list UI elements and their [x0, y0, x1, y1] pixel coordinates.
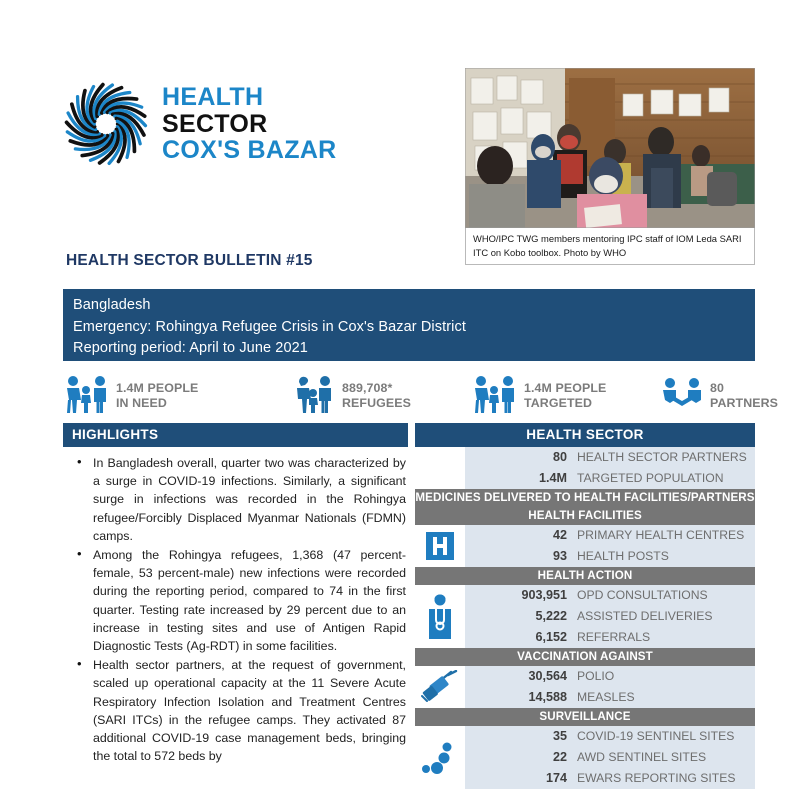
- logo-wordmark: [162, 84, 337, 164]
- health-sector-column: [415, 423, 755, 789]
- handshake-partners-icon: [661, 376, 703, 417]
- stat-value: 1.4M PEOPLE: [116, 380, 199, 395]
- list-item: • Health sector partners, at the request of government, scaled up operational capacity at the 11 Severe Acute Respiratory Infection Isolation and Treatment Centres (SARI ITCs) in the refugee camps. They activated 87 additional COVID-19 case management beds, bringing the total to 572 beds by: [81, 656, 406, 765]
- key-figures-row: [63, 371, 779, 421]
- logo-line-coxsbazar: COX'S BAZAR: [162, 136, 337, 165]
- table-row: [465, 768, 755, 789]
- table-row: [465, 726, 755, 747]
- row-value: 1.4M: [539, 471, 567, 485]
- health-sector-top-rows: [415, 447, 755, 489]
- group-heading-vaccination: VACCINATION AGAINST: [415, 648, 755, 666]
- stat-text: [342, 381, 411, 412]
- family-three-people-icon: [63, 374, 109, 419]
- table-row: [465, 666, 755, 687]
- photo-caption: WHO/IPC TWG members mentoring IPC staff of IOM Leda SARI ITC on Kobo toolbox. Photo by WHO: [465, 228, 755, 265]
- banner-reporting-period: Reporting period: April to June 2021: [73, 340, 308, 356]
- row-label: COVID-19 SENTINEL SITES: [577, 729, 735, 743]
- icon-cell-empty: [415, 447, 465, 489]
- row-value: 903,951: [521, 588, 567, 602]
- row-label: AWD SENTINEL SITES: [577, 750, 707, 764]
- row-label: HEALTH SECTOR PARTNERS: [577, 450, 747, 464]
- table-row: [465, 546, 755, 567]
- table-row: [465, 447, 755, 468]
- highlights-column: [63, 423, 408, 766]
- header-photo-block: [465, 68, 755, 265]
- logo-line-health: HEALTH: [162, 83, 264, 112]
- list-item: • Among the Rohingya refugees, 1,368 (47 percent-female, 53 percent-male) new infections were recorded during the reporting period, compared to 74 in the first quarter. Testing rate increased by 29 percent due to an increase in testing sites and use of Antigen Rapid Diagnostic Tests (Ag-RDT) in some facilities.: [81, 546, 406, 655]
- emergency-banner: [63, 289, 755, 361]
- spiral-pinwheel-icon: [64, 82, 148, 166]
- stat-label: IN NEED: [116, 396, 167, 410]
- row-value: 42: [552, 528, 567, 542]
- highlights-heading: HIGHLIGHTS: [63, 423, 408, 447]
- table-row: [465, 468, 755, 489]
- data-dots-icon: [415, 726, 465, 789]
- highlights-list: [63, 447, 408, 765]
- row-label: EWARS REPORTING SITES: [577, 771, 736, 785]
- row-value: 30,564: [528, 669, 567, 683]
- row-label: PRIMARY HEALTH CENTRES: [577, 528, 745, 542]
- row-value: 80: [552, 450, 567, 464]
- row-label: POLIO: [577, 669, 615, 683]
- table-row: [465, 687, 755, 708]
- family-three-people-icon: [471, 374, 517, 419]
- group-health-facilities: [415, 525, 755, 567]
- page-header: [0, 0, 786, 258]
- banner-country: Bangladesh: [73, 297, 151, 313]
- refugee-family-icon: [291, 374, 335, 419]
- health-sector-logo: [64, 82, 337, 166]
- table-row: [465, 525, 755, 546]
- row-value: 93: [552, 549, 567, 563]
- page-title: HEALTH SECTOR BULLETIN #15: [66, 252, 313, 269]
- group-health-action: [415, 585, 755, 648]
- row-value: 5,222: [535, 609, 567, 623]
- hospital-h-icon: [415, 525, 465, 567]
- row-value: 22: [552, 750, 567, 764]
- stat-text: [710, 381, 778, 412]
- row-value: 6,152: [535, 630, 567, 644]
- row-value: 14,588: [528, 690, 567, 704]
- table-row: [465, 627, 755, 648]
- stat-text: [116, 381, 198, 412]
- table-row: [465, 585, 755, 606]
- stat-label: TARGETED: [524, 396, 593, 410]
- syringe-icon: [415, 666, 465, 708]
- table-row: [465, 606, 755, 627]
- row-label: REFERRALS: [577, 630, 651, 644]
- row-label: OPD CONSULTATIONS: [577, 588, 708, 602]
- stat-partners: [661, 371, 779, 421]
- stat-value: 80: [710, 380, 724, 395]
- stat-refugees: [291, 371, 471, 421]
- stat-value: 1.4M PEOPLE: [524, 380, 607, 395]
- row-label: ASSISTED DELIVERIES: [577, 609, 713, 623]
- body-columns: [63, 423, 755, 785]
- stat-label: REFUGEES: [342, 396, 411, 410]
- row-value: 174: [545, 771, 567, 785]
- banner-emergency: Emergency: Rohingya Refugee Crisis in Cox's Bazar District: [73, 318, 466, 335]
- row-label: TARGETED POPULATION: [577, 471, 724, 485]
- stat-people-in-need: [63, 371, 291, 421]
- health-sector-heading: HEALTH SECTOR: [415, 423, 755, 447]
- table-row: [465, 747, 755, 768]
- stat-value: 889,708*: [342, 380, 393, 395]
- group-heading-health-facilities: HEALTH FACILITIES: [415, 507, 755, 525]
- stat-people-targeted: [471, 371, 661, 421]
- group-surveillance: [415, 726, 755, 789]
- list-item: • In Bangladesh overall, quarter two was characterized by a surge in COVID-19 infections. Similarly, a significant surge in infections was recorded in the Rohingya refugee/Forcibly Displaced Myanmar Nationals (FDMN) camps.: [81, 454, 406, 545]
- photo-training-session: [465, 68, 755, 228]
- doctor-stethoscope-icon: [415, 585, 465, 648]
- row-value: 35: [552, 729, 567, 743]
- group-heading-surveillance: SURVEILLANCE: [415, 708, 755, 726]
- group-heading-health-action: HEALTH ACTION: [415, 567, 755, 585]
- stat-label: PARTNERS: [710, 396, 779, 410]
- logo-line-sector: SECTOR: [162, 109, 268, 138]
- stat-text: [524, 381, 606, 412]
- medicines-delivered-heading: MEDICINES DELIVERED TO HEALTH FACILITIES/PARTNERS: [415, 489, 755, 507]
- row-label: HEALTH POSTS: [577, 549, 669, 563]
- group-vaccination: [415, 666, 755, 708]
- row-label: MEASLES: [577, 690, 635, 704]
